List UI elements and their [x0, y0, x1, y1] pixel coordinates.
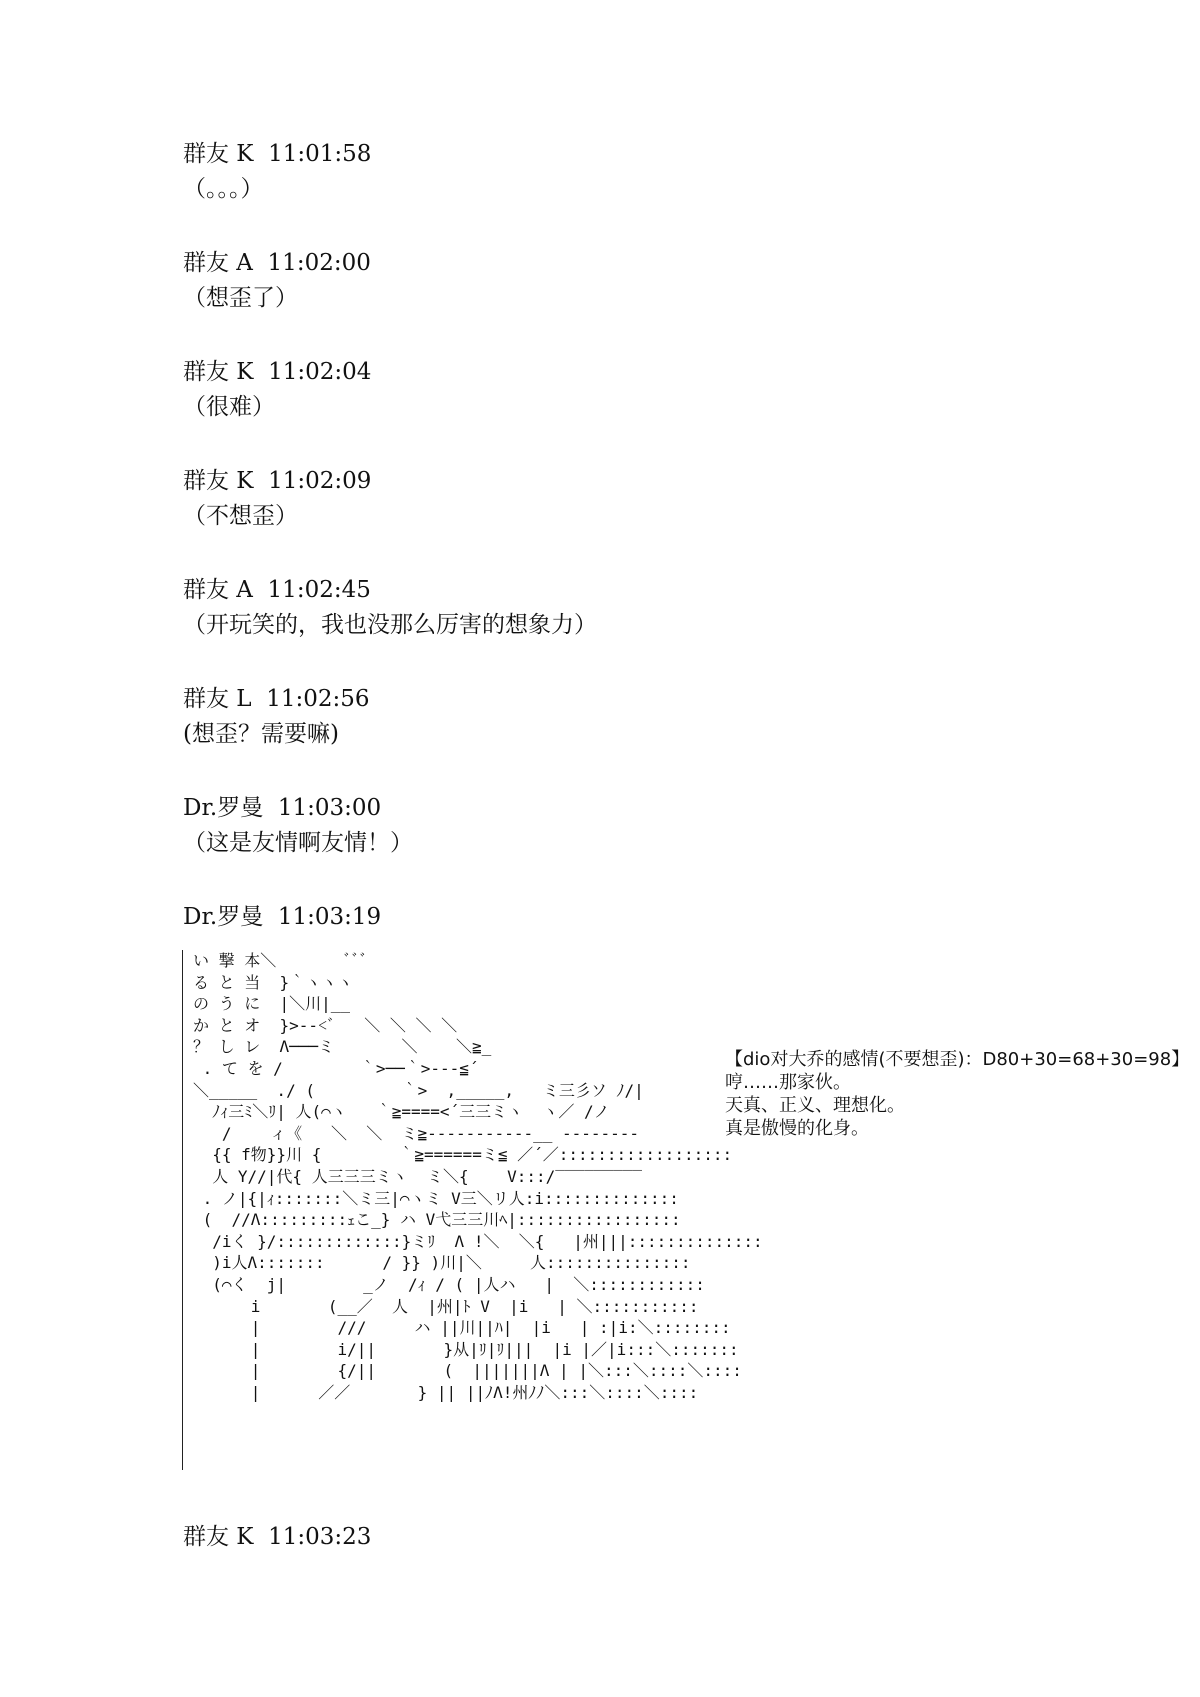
sender-name: 群友 K	[183, 468, 254, 494]
message-header	[183, 355, 371, 389]
chat-message	[183, 791, 413, 861]
timestamp: 11:02:00	[267, 250, 371, 276]
chat-message	[183, 137, 371, 207]
message-text: （。。。）	[183, 176, 264, 202]
dice-roll-note	[725, 1048, 1189, 1140]
chat-message	[183, 682, 370, 752]
chat-message	[183, 464, 371, 534]
message-text: （想歪了）	[183, 285, 298, 311]
timestamp: 11:02:56	[266, 686, 370, 712]
ascii-art: い 撃 本＼ ﾞﾞﾞ る と 当 }｀ヽヽヽ の う に |＼川|__ か と オ }>--<ﾞ ＼ ＼ ＼ ＼ ？ し レ Λ───ミ ＼ ＼≧_ . て を / ｀>──｀>---≦´ ＼_____ ./ ( ｀> ,_____, ミ三彡ソ ﾉ/| ﾉｨ三ﾐ＼ﾘ| 人(⌒ヽ ｀≧====<´三三ミヽ ヽ／ /ノ / ィ《 ＼ ＼ ミ≧-----------__ -------- {{ f物}}川 { ｀≧======ミ≦ ／´／:::::::::::::::::: 人 Y//|代{ 人三三三ミヽ ミ＼{ V:::/‾‾‾‾‾‾‾‾‾ . ノ|{|ｨ:::::::＼ミ三|⌒ヽミ V三＼リ人:i:::::::::::::: ( //Λ:::::::::ｪこ_} ハ V弋三三川ﾍ|::::::::::::::::: /iく }/:::::::::::::}ミﾘ Λ !＼ ＼{ |州|||:::::::::::::: )i人Λ::::::: / }} )川|＼ 人::::::::::::::: (⌒く j| _ノ /ｨ / ( |人ハ | ＼:::::::::::: i (__／ 人 |州|ﾄ V |i | ＼::::::::::: | /// ハ ||川||ﾊ| |i | :|i:＼:::::::: | i/|| }从|ﾘ|ﾘ||| |i |／|i:::＼::::::: | {/|| ( |||||||Λ | |＼:::＼::::＼:::: | ／／ } || ||ﾉΛ!州ﾉﾉ＼:::＼::::＼::::	[193, 951, 763, 1402]
message-text: （开玩笑的，我也没那么厉害的想象力）	[183, 612, 597, 638]
message-header	[183, 137, 371, 171]
chat-message	[183, 355, 371, 425]
timestamp: 11:03:00	[277, 795, 382, 821]
sender-name: 群友 K	[183, 359, 254, 385]
message-header	[183, 573, 597, 607]
sender-name: 群友 K	[183, 1524, 254, 1550]
ascii-art-image	[182, 950, 763, 1470]
message-text: （不想歪）	[183, 503, 298, 529]
dice-line: 哼……那家伙。	[725, 1072, 851, 1093]
sender-name: 群友 A	[183, 577, 253, 603]
chat-message	[183, 573, 597, 643]
message-header	[183, 791, 413, 825]
timestamp: 11:02:45	[267, 577, 371, 603]
dice-line: 天真、正义、理想化。	[725, 1095, 905, 1116]
timestamp: 11:02:04	[268, 359, 372, 385]
dice-header: 【dio对大乔的感情(不要想歪)：D80+30=68+30=98】	[725, 1049, 1190, 1070]
chat-message	[183, 900, 381, 934]
message-text: （很难）	[183, 394, 275, 420]
message-text: （这是友情啊友情！）	[183, 830, 413, 856]
timestamp: 11:01:58	[268, 141, 372, 167]
message-header	[183, 682, 370, 716]
message-header	[183, 246, 371, 280]
chat-message	[183, 1520, 371, 1554]
chat-message	[183, 246, 371, 316]
dice-line: 真是傲慢的化身。	[725, 1118, 869, 1139]
sender-name: 群友 A	[183, 250, 253, 276]
message-header	[183, 1520, 371, 1554]
message-header	[183, 900, 381, 934]
timestamp: 11:02:09	[268, 468, 372, 494]
timestamp: 11:03:23	[268, 1524, 372, 1550]
sender-name: 群友 L	[183, 686, 252, 712]
timestamp: 11:03:19	[277, 904, 382, 930]
sender-name: Dr.罗曼	[183, 795, 264, 821]
sender-name: Dr.罗曼	[183, 904, 264, 930]
message-text: (想歪？需要嘛)	[183, 721, 339, 747]
sender-name: 群友 K	[183, 141, 254, 167]
message-header	[183, 464, 371, 498]
